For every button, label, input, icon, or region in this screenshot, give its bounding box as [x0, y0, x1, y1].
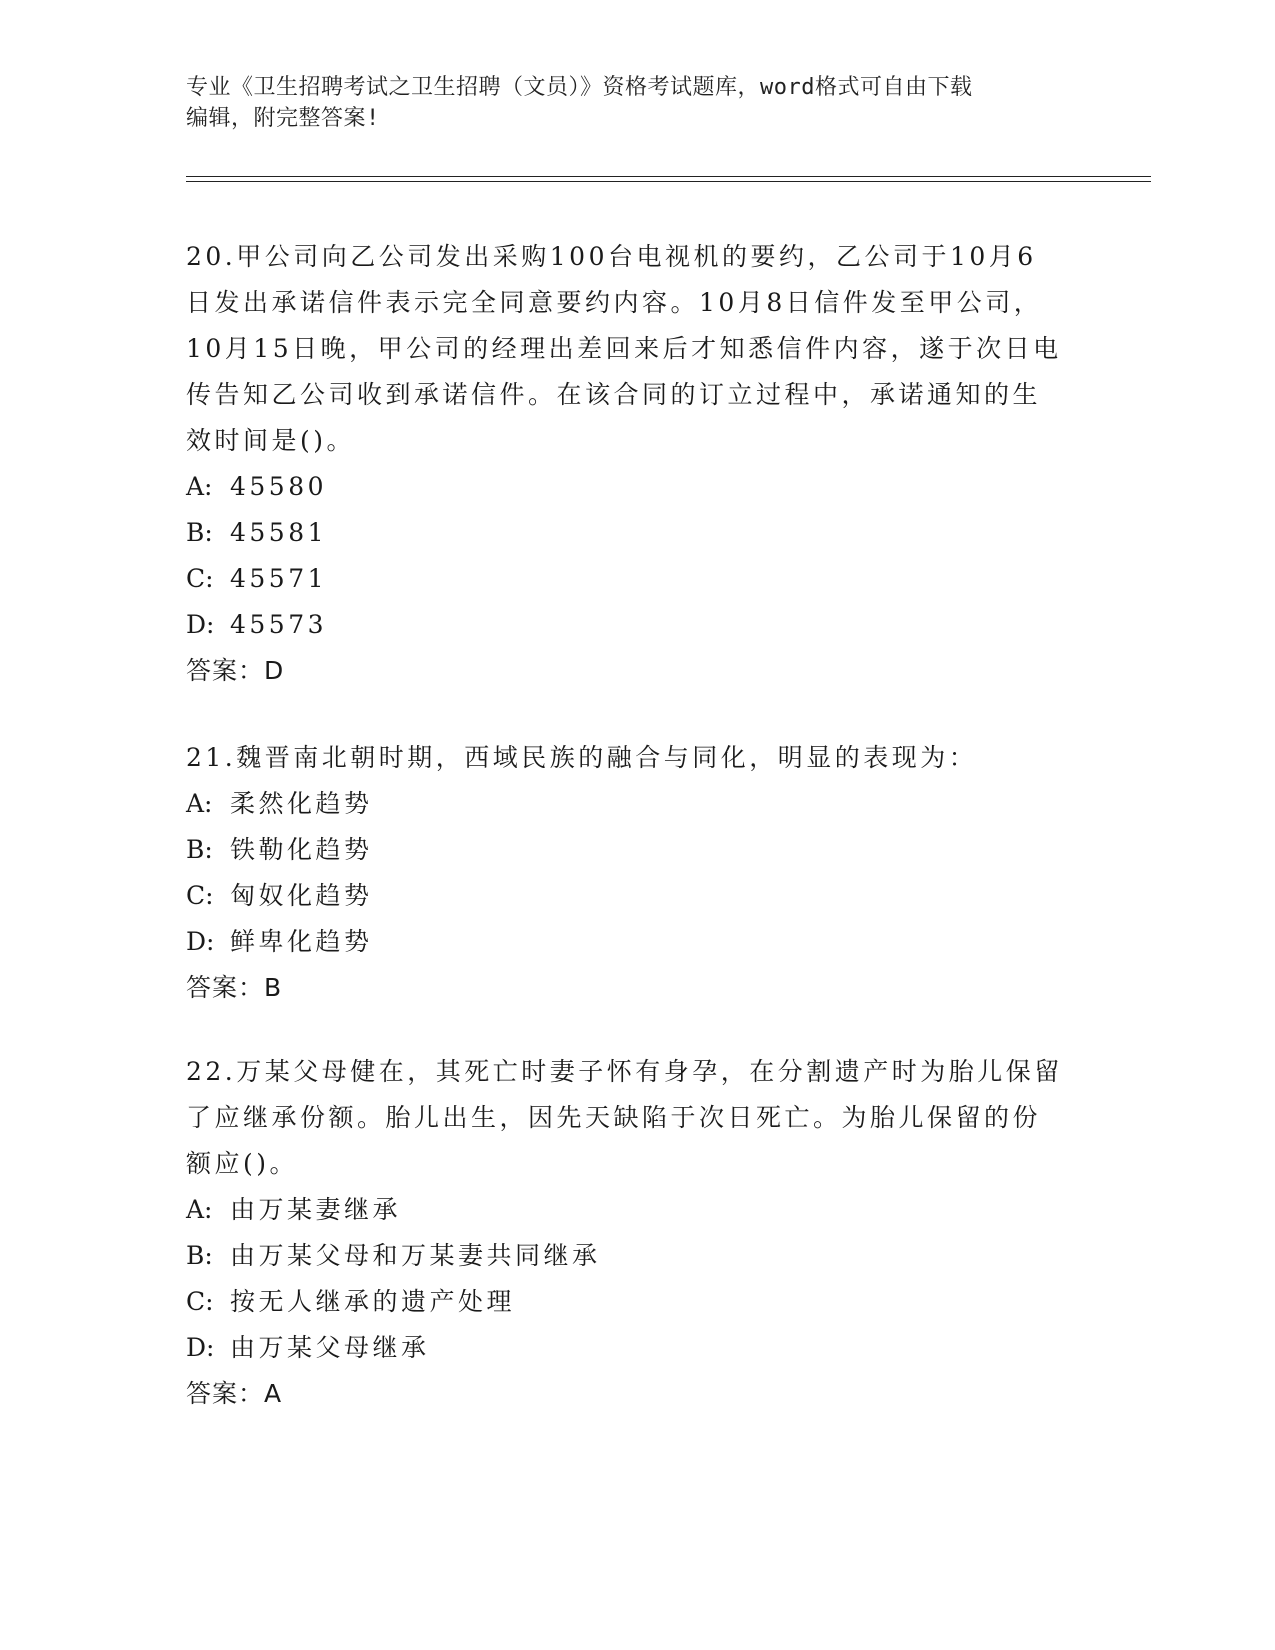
question-stem-line: 22.万某父母健在，其死亡时妻子怀有身孕，在分割遗产时为胎儿保留 [186, 1057, 1063, 1086]
option-c [186, 1279, 1086, 1325]
header-divider-top [186, 176, 1151, 177]
option-b [186, 827, 1086, 873]
option-b [186, 1233, 1086, 1279]
question-stem-line: 了应继承份额。胎儿出生，因先天缺陷于次日死亡。为胎儿保留的份 [186, 1103, 1042, 1132]
document-intro [186, 72, 1086, 134]
option-text: 45581 [230, 518, 328, 547]
option-key: C: [186, 564, 214, 593]
question-stem-line: 10月15日晚，甲公司的经理出差回来后才知悉信件内容，遂于次日电 [186, 334, 1062, 363]
option-key: A: [186, 472, 213, 501]
question-22 [186, 1049, 1086, 1417]
option-key: A: [186, 789, 213, 818]
option-text: 鲜卑化趋势 [230, 927, 373, 956]
option-key: B: [186, 1241, 213, 1270]
question-stem-line: 效时间是()。 [186, 426, 356, 455]
option-text: 45573 [230, 610, 328, 639]
option-key: C: [186, 1287, 214, 1316]
header-divider-bottom [186, 181, 1151, 182]
option-d [186, 602, 1086, 648]
option-key: B: [186, 835, 213, 864]
option-b [186, 510, 1086, 556]
option-key: B: [186, 518, 213, 547]
option-key: D: [186, 927, 215, 956]
question-20 [186, 234, 1086, 694]
question-21 [186, 735, 1086, 1011]
option-a [186, 464, 1086, 510]
option-text: 45571 [230, 564, 328, 593]
option-key: A: [186, 1195, 213, 1224]
option-d [186, 919, 1086, 965]
option-text: 柔然化趋势 [230, 789, 373, 818]
question-stem-line: 额应()。 [186, 1149, 299, 1178]
option-key: D: [186, 610, 215, 639]
option-text: 按无人继承的遗产处理 [230, 1287, 516, 1316]
option-key: C: [186, 881, 214, 910]
question-stem-line: 21.魏晋南北朝时期，西域民族的融合与同化，明显的表现为： [186, 743, 978, 772]
question-stem-line: 20.甲公司向乙公司发出采购100台电视机的要约，乙公司于10月6 [186, 242, 1037, 271]
option-a [186, 781, 1086, 827]
option-text: 铁勒化趋势 [230, 835, 373, 864]
answer-line: 答案：D [186, 656, 285, 685]
question-stem-line: 传告知乙公司收到承诺信件。在该合同的订立过程中，承诺通知的生 [186, 380, 1042, 409]
option-text: 匈奴化趋势 [230, 881, 373, 910]
option-text: 由万某妻继承 [230, 1195, 402, 1224]
option-a [186, 1187, 1086, 1233]
answer-line: 答案：B [186, 973, 283, 1002]
answer-line: 答案：A [186, 1379, 283, 1408]
question-stem-line: 日发出承诺信件表示完全同意要约内容。10月8日信件发至甲公司， [186, 288, 1043, 317]
intro-line-1: 专业《卫生招聘考试之卫生招聘（文员）》资格考试题库，word格式可自由下载 [186, 75, 973, 100]
option-c [186, 873, 1086, 919]
option-c [186, 556, 1086, 602]
option-d [186, 1325, 1086, 1371]
option-text: 由万某父母继承 [230, 1333, 430, 1362]
option-key: D: [186, 1333, 215, 1362]
option-text: 45580 [230, 472, 328, 501]
intro-line-2: 编辑，附完整答案! [186, 106, 380, 131]
option-text: 由万某父母和万某妻共同继承 [230, 1241, 601, 1270]
